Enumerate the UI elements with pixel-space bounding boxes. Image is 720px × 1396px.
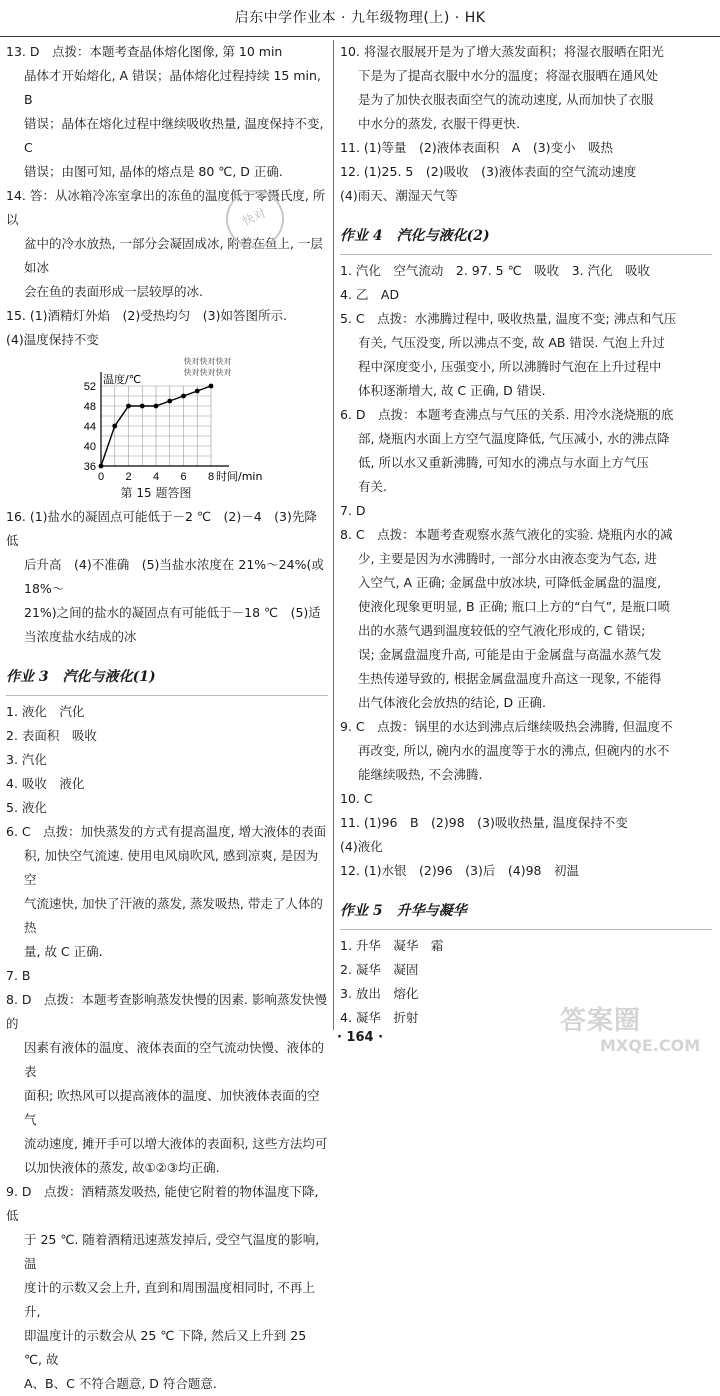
answer-figure-15	[6, 354, 306, 484]
answer-list-left-top	[6, 40, 328, 352]
page-number: · 164 ·	[336, 1030, 384, 1045]
answer-line: 积, 加快空气流速. 使用电风扇吹风, 感到凉爽, 是因为空	[24, 848, 319, 887]
y-axis-label: 温度/℃	[103, 373, 142, 386]
chart-annotation: 快对快对快对	[183, 357, 232, 366]
answer-line: 体积逐渐增大, 故 C 正确, D 错误.	[358, 383, 546, 398]
header-title: 启东中学作业本 · 九年级物理(上) · HK	[234, 10, 486, 26]
answer-line: 当浓度盐水结成的冰	[24, 629, 137, 644]
answer-line: 4. 凝华 折射	[340, 1010, 419, 1025]
answer-line: 中水分的蒸发, 衣服干得更快.	[358, 116, 520, 131]
page-header	[0, 0, 720, 37]
site-watermark-url: MXQE.COM	[600, 1036, 701, 1055]
answer-line: 入空气, A 正确; 金属盘中放冰块, 可降低金属盘的温度,	[358, 575, 662, 590]
figure-caption: 第 15 题答图	[120, 486, 192, 500]
answer-line: 使液化现象更明显, B 正确; 瓶口上方的“白气”, 是瓶口喷	[358, 599, 671, 614]
answer-line: 6. C 点拨：加快蒸发的方式有提高温度, 增大液体的表面	[6, 824, 327, 839]
answer-line: 有关, 气压没变, 所以沸点不变, 故 AB 错误. 气泡上升过	[358, 335, 665, 350]
answer-line: 度计的示数又会上升, 直到和周围温度相同时, 不再上升,	[24, 1280, 315, 1319]
x-axis-label: 时间/min	[216, 470, 263, 483]
answer-list-section3	[6, 700, 328, 1396]
answer-list-left-mid	[6, 505, 328, 649]
answer-line: 出气体液化会放热的结论, D 正确.	[358, 695, 547, 710]
data-point	[181, 394, 186, 399]
answer-line: 12. (1)水银 (2)96 (3)后 (4)98 初温	[340, 863, 579, 878]
answer-line: 1. 液化 汽化	[6, 704, 85, 719]
answer-line: 气流速快, 加快了汗液的蒸发, 蒸发吸热, 带走了人体的热	[24, 896, 323, 935]
answer-line: 低, 所以水又重新沸腾, 可知水的沸点与水面上方气压	[358, 455, 649, 470]
y-tick-label: 48	[83, 401, 96, 413]
answer-line: 1. 升华 凝华 霜	[340, 938, 444, 953]
section-title-3: 作业 3 汽化与液化(1)	[6, 659, 328, 696]
column-divider	[333, 40, 334, 1030]
answer-line: 出的水蒸气遇到温度较低的空气液化形成的, C 错误;	[358, 623, 646, 638]
answer-line: (4)雨天、潮湿天气等	[340, 188, 458, 203]
data-point	[167, 399, 172, 404]
answer-line: 晶体才开始熔化, A 错误；晶体熔化过程持续 15 min, B	[24, 68, 321, 107]
data-point	[209, 384, 214, 389]
answer-line: 7. D	[340, 503, 366, 518]
data-point	[112, 424, 117, 429]
data-point	[154, 404, 159, 409]
answer-line: 因素有液体的温度、液体表面的空气流动快慢、液体的表	[24, 1040, 325, 1079]
x-tick-label: 8	[207, 471, 215, 483]
answer-line: 4. 乙 AD	[340, 287, 400, 302]
answer-line: 以加快液体的蒸发, 故①②③均正确.	[24, 1160, 220, 1175]
answer-line: 5. 液化	[6, 800, 47, 815]
y-tick-label: 52	[83, 381, 96, 393]
answer-line: (4)液化	[340, 839, 383, 854]
answer-line: 12. (1)25. 5 (2)吸收 (3)液体表面的空气流动速度	[340, 164, 637, 179]
answer-line: A、B、C 不符合题意, D 符合题意.	[24, 1376, 217, 1391]
answer-line: 11. (1)96 B (2)98 (3)吸收热量, 温度保持不变	[340, 815, 628, 830]
answer-line: 8. D 点拨：本题考查影响蒸发快慢的因素. 影响蒸发快慢的	[6, 992, 327, 1031]
y-tick-label: 40	[83, 441, 96, 453]
answer-line: 9. D 点拨：酒精蒸发吸热, 能使它附着的物体温度下降, 低	[6, 1184, 319, 1223]
data-point	[99, 464, 104, 469]
answer-line: 3. 汽化	[6, 752, 47, 767]
data-point	[140, 404, 145, 409]
answer-list-right-top	[340, 40, 712, 208]
answer-line: 11. (1)等量 (2)液体表面积 A (3)变小 吸热	[340, 140, 614, 155]
y-tick-label: 36	[83, 461, 96, 473]
answer-line: 4. 吸收 液化	[6, 776, 85, 791]
answer-line: 后升高 (4)不准确 (5)当盐水浓度在 21%～24%(或 18%～	[24, 557, 324, 596]
answer-line: 6. D 点拨：本题考查沸点与气压的关系. 用冷水浇烧瓶的底	[340, 407, 674, 422]
site-watermark: 答案圈	[560, 1006, 642, 1036]
answer-line: 生热传递导致的, 根据金属盘温度升高这一现象, 不能得	[358, 671, 662, 686]
answer-line: 9. C 点拨：锅里的水达到沸点后继续吸热会沸腾, 但温度不	[340, 719, 673, 734]
answer-line: (4)温度保持不变	[6, 332, 99, 347]
answer-line: 2. 表面积 吸收	[6, 728, 97, 743]
answer-line: 10. C	[340, 791, 373, 806]
data-point	[126, 404, 131, 409]
answer-line: 面积; 吹热风可以提高液体的温度、加快液体表面的空气	[24, 1088, 320, 1127]
answer-line: 是为了加快衣服表面空气的流动速度, 从而加快了衣服	[358, 92, 654, 107]
answer-line: 错误；晶体在熔化过程中继续吸收热量, 温度保持不变, C	[24, 116, 324, 155]
answer-line: 误; 金属盘温度升高, 可能是由于金属盘与高温水蒸气发	[358, 647, 662, 662]
answer-line: 15. (1)酒精灯外焰 (2)受热均匀 (3)如答图所示.	[6, 308, 287, 323]
answer-line: 2. 凝华 凝固	[340, 962, 419, 977]
answer-line: 3. 放出 熔化	[340, 986, 419, 1001]
answer-line: 7. B	[6, 968, 31, 983]
answer-list-section4	[340, 259, 712, 883]
answer-line: 再改变, 所以, 碗内水的温度等于水的沸点, 但碗内的水不	[358, 743, 670, 758]
stamp-watermark: 快对	[216, 180, 293, 257]
answer-line: 错误；由图可知, 晶体的熔点是 80 ℃, D 正确.	[24, 164, 283, 179]
answer-line: 10. 将湿衣服展开是为了增大蒸发面积；将湿衣服晒在阳光	[340, 44, 664, 59]
answer-line: 13. D 点拨：本题考查晶体熔化图像, 第 10 min	[6, 44, 283, 59]
data-point	[195, 389, 200, 394]
answer-line: 即温度计的示数会从 25 ℃ 下降, 然后又上升到 25 ℃, 故	[24, 1328, 307, 1367]
x-tick-label: 2	[125, 471, 132, 483]
answer-line: 有关.	[358, 479, 387, 494]
answer-line: 于 25 ℃. 随着酒精迅速蒸发掉后, 受空气温度的影响, 温	[24, 1232, 320, 1271]
x-tick-label: 6	[180, 471, 187, 483]
answer-line: 16. (1)盐水的凝固点可能低于－2 ℃ (2)－4 (3)先降低	[6, 509, 317, 548]
answer-line: 5. C 点拨：水沸腾过程中, 吸收热量, 温度不变; 沸点和气压	[340, 311, 677, 326]
answer-line: 21%)之间的盐水的凝固点有可能低于－18 ℃ (5)适	[24, 605, 321, 620]
answer-line: 程中深度变小, 压强变小, 所以沸腾时气泡在上升过程中	[358, 359, 662, 374]
x-tick-label: 4	[152, 471, 160, 483]
left-column	[6, 40, 328, 1396]
answer-line: 部, 烧瓶内水面上方空气温度降低, 气压减小, 水的沸点降	[358, 431, 670, 446]
answer-list-section5	[340, 934, 712, 1030]
answer-line: 14. 答：从冰箱冷冻室拿出的冻鱼的温度低于零摄氏度, 所以	[6, 188, 326, 227]
section-title-4: 作业 4 汽化与液化(2)	[340, 218, 712, 255]
answer-line: 盆中的冷水放热, 一部分会凝固成冰, 附着在鱼上, 一层如冰	[24, 236, 323, 275]
answer-line: 8. C 点拨：本题考查观察水蒸气液化的实验. 烧瓶内水的减	[340, 527, 673, 542]
chart-annotation: 快对快对快对	[183, 368, 232, 377]
answer-line: 下是为了提高衣服中水分的温度；将湿衣服晒在通风处	[358, 68, 659, 83]
answer-line: 流动速度, 摊开手可以增大液体的表面积, 这些方法均可	[24, 1136, 328, 1151]
section-title-5: 作业 5 升华与凝华	[340, 893, 712, 930]
x-tick-label: 0	[97, 471, 105, 483]
answer-line: 1. 汽化 空气流动 2. 97. 5 ℃ 吸收 3. 汽化 吸收	[340, 263, 651, 278]
y-tick-label: 44	[83, 421, 96, 433]
answer-line: 量, 故 C 正确.	[24, 944, 103, 959]
answer-line: 能继续吸热, 不会沸腾.	[358, 767, 483, 782]
answer-line: 会在鱼的表面形成一层较厚的冰.	[24, 284, 203, 299]
temperature-time-chart	[6, 354, 306, 484]
right-column	[340, 40, 712, 1030]
answer-line: 少, 主要是因为水沸腾时, 一部分水由液态变为气态, 进	[358, 551, 657, 566]
